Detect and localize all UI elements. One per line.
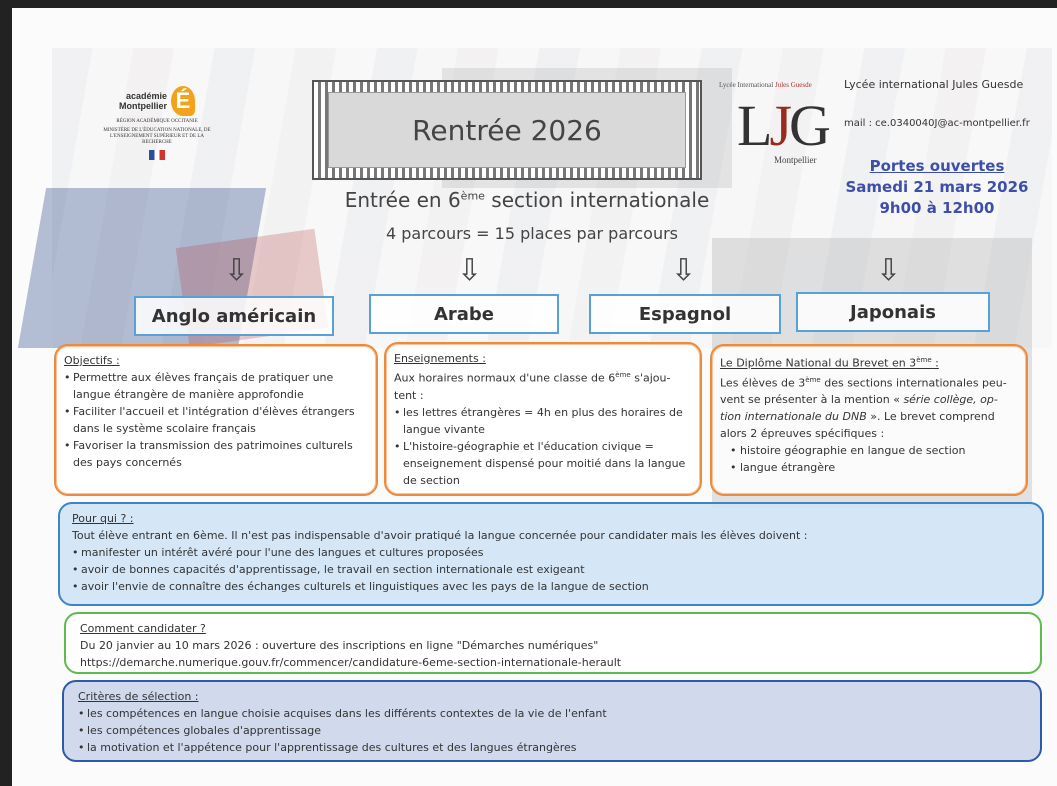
list-item: • les lettres étrangères = 4h en plus des horaires de langue vivante [394,404,692,438]
enseignements-list [394,404,692,489]
list-item: • manifester un intérêt avéré pour l'une des langues et cultures proposées [72,544,1034,561]
entry-heading: Entrée en 6ème section internationale [344,188,710,212]
pour-qui-list [72,544,1034,595]
candidater-link[interactable]: https://demarche.numerique.gouv.fr/commencer/candidature-6eme-section-internationale-herault [80,656,622,669]
enseignements-heading: Enseignements : [394,352,486,365]
criteres-card [62,680,1042,762]
flyer-page [12,8,1057,786]
criteres-list [78,705,1032,756]
french-flag-icon [149,150,165,160]
objectifs-card [54,344,378,496]
enseignements-intro: Aux horaires normaux d'une classe de 6ème s'ajou-tent : [394,371,671,402]
ljg-logo: LJG [737,93,828,158]
track-arabe: Arabe [369,294,559,334]
arrow-down-icon: ⇩ [876,253,902,288]
title-frame [312,80,702,180]
region-label: RÉGION ACADÉMIQUE OCCITANIE [116,119,198,124]
open-day-heading: Portes ouvertes [869,157,1005,175]
arrow-down-icon: ⇩ [457,253,483,288]
title-panel [328,92,686,168]
list-item: • la motivation et l'appétence pour l'apprentissage des cultures et des langues étrangères [78,739,1032,756]
candidater-card [64,612,1042,674]
candidater-dates: Du 20 janvier au 10 mars 2026 : ouverture des inscriptions en ligne "Démarches numériques" [80,639,599,652]
enseignements-card [384,342,702,496]
ljg-logo-city: Montpellier [774,155,817,165]
open-day-hours: 9h00 à 12h00 [879,199,995,217]
candidater-heading: Comment candidater ? [80,622,206,635]
brevet-heading: Le Diplôme National du Brevet en 3ème : [720,356,939,370]
lycee-name: Lycée international Jules Guesde [844,78,1024,91]
ministry-label: MINISTÈRE DE L'ÉDUCATION NATIONALE, DE L'ENSEIGNEMENT SUPÉRIEUR ET DE LA RECHERCHE [103,128,211,145]
list-item: • avoir l'envie de connaître des échanges culturels et linguistiques avec les pays de la langue de section [72,578,1034,595]
open-day-date: Samedi 21 mars 2026 [845,178,1029,196]
page-title: Rentrée 2026 [412,113,602,147]
pour-qui-card [58,502,1044,606]
track-japonais: Japonais [796,292,990,332]
academie-e-icon: É [171,86,195,116]
list-item: • langue étrangère [720,459,1018,476]
list-item: • L'histoire-géographie et l'éducation civique = enseignement dispensé pour moitié dans la langue de section [394,438,692,489]
list-item: • avoir de bonnes capacités d'apprentissage, le travail en section internationale est exigeant [72,561,1034,578]
objectifs-heading: Objectifs : [64,354,120,367]
arrow-down-icon: ⇩ [224,253,250,288]
arrow-down-icon: ⇩ [671,253,697,288]
lycee-mail: mail : ce.0340040J@ac-montpellier.fr [844,118,1030,129]
lycee-logo-caption: Lycée International Jules Guesde [719,81,812,89]
brevet-card [710,344,1028,496]
list-item: • Permettre aux élèves français de pratiquer une langue étrangère de manière approfondie [64,369,368,403]
academie-logo [102,86,212,186]
pour-qui-intro: Tout élève entrant en 6ème. Il n'est pas indispensable d'avoir pratiqué la langue concernée pour candidater mais les élèves doivent : [72,529,808,542]
objectifs-list [64,369,368,471]
track-espagnol: Espagnol [589,294,781,334]
pour-qui-heading: Pour qui ? : [72,512,134,525]
list-item: • Favoriser la transmission des patrimoines culturels des pays concernés [64,437,368,471]
track-anglo-americain: Anglo américain [134,296,334,336]
brevet-list [720,442,1018,476]
list-item: • les compétences globales d'apprentissage [78,722,1032,739]
list-item: • Faciliter l'accueil et l'intégration d'élèves étrangers dans le système scolaire français [64,403,368,437]
criteres-heading: Critères de sélection : [78,690,199,703]
academie-name: académie Montpellier [118,91,167,111]
list-item: • histoire géographie en langue de section [720,442,1018,459]
places-subheading: 4 parcours = 15 places par parcours [385,224,679,243]
list-item: • les compétences en langue choisie acquises dans les différents contextes de la vie de l'enfant [78,705,1032,722]
open-day-info [837,156,1037,219]
brevet-text: Les élèves de 3ème des sections internationales peu-vent se présenter à la mention « série collège, op-tion internationale du DNB ». Le brevet comprend alors 2 épreuves spécifiques : [720,375,1007,441]
